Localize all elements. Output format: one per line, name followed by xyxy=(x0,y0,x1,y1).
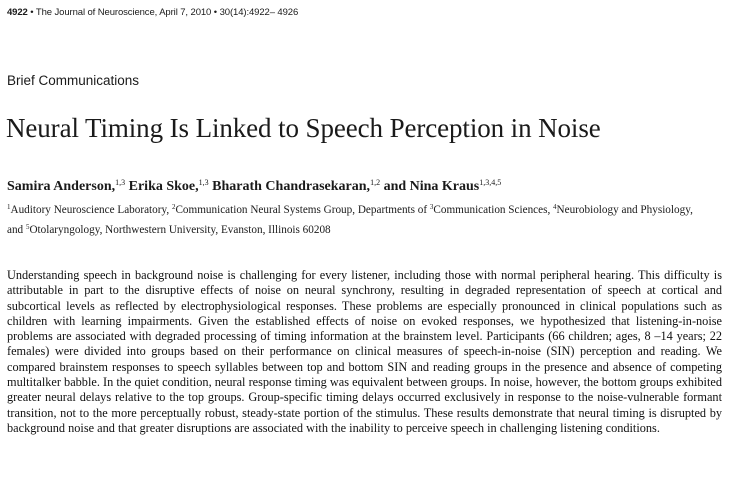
affiliation-text: Communication Sciences, xyxy=(433,204,554,216)
affiliation-text: Otolaryngology, Northwestern University, Evanston, Illinois 60208 xyxy=(29,224,331,236)
affiliation-mark: 5 xyxy=(25,223,30,231)
author-name: and Nina Kraus xyxy=(383,179,480,194)
affiliation-mark: 4 xyxy=(553,203,557,211)
author-affiliation-mark: 1,3 xyxy=(115,178,126,187)
volume-pages: 30(14):4922– 4926 xyxy=(219,7,299,18)
author-name: Samira Anderson, xyxy=(7,179,116,194)
author-affiliation-mark: 1,2 xyxy=(370,178,381,187)
author-name: Erika Skoe, xyxy=(128,179,199,194)
affiliation-mark: 2 xyxy=(171,203,176,211)
section-label: Brief Communications xyxy=(7,73,140,88)
abstract-text: Understanding speech in background noise is challenging for every listener, including those with normal peripheral hearing. This difficulty is attributable in part to the disruptive effects of noise on neural synchrony, resulting in degraded representation of speech at cortical and subcortical levels as reflected by electrophysiological responses. These problems are especially pronounced in clinical populations such as children with learning impairments. Given the established effects of noise on evoked responses, we hypothesized that listening-in-noise problems are associated with degraded processing of timing information at the brainstem level. Participants (66 children; ages, 8 –14 years; 22 females) were divided into groups based on their performance on clinical measures of speech-in-noise (SIN) perception and reading. We compared brainstem responses to speech syllables between top and bottom SIN and reading groups in the presence and absence of competing multitalker babble. In the quiet condition, neural response timing was equivalent between groups. In noise, however, the bottom groups exhibited greater neural delays relative to the top groups. Group-specific timing delays occurred exclusively in response to the noise-vulnerable formant transition, not to the more perceptually robust, steady-state portion of the stimulus. These results demonstrate that neural timing is disrupted by background noise and that greater disruptions are associated with the inability to perceive speech in challenging listening conditions. xyxy=(7,268,722,435)
affiliation-text: Communication Neural Systems Group, Departments of xyxy=(175,204,430,216)
affiliations xyxy=(7,199,729,239)
affiliation-text: and xyxy=(7,224,26,236)
affiliation-text: Neurobiology and Physiology, xyxy=(556,204,693,216)
author-affiliation-mark: 1,3 xyxy=(198,178,209,187)
header-separator: • xyxy=(30,7,34,18)
running-header xyxy=(7,7,298,18)
author-affiliation-mark: 1,3,4,5 xyxy=(479,178,502,187)
author-name: Bharath Chandrasekaran, xyxy=(212,179,371,194)
header-separator: • xyxy=(213,7,218,18)
page-number: 4922 xyxy=(7,7,28,18)
affiliation-mark: 3 xyxy=(429,203,434,211)
affiliation-text: Auditory Neuroscience Laboratory, xyxy=(10,204,172,216)
author-list xyxy=(7,178,501,195)
affiliation-mark: 1 xyxy=(7,203,11,211)
article-title: Neural Timing Is Linked to Speech Perception in Noise xyxy=(6,113,601,143)
journal-citation: The Journal of Neuroscience, April 7, 2010 xyxy=(35,7,212,18)
